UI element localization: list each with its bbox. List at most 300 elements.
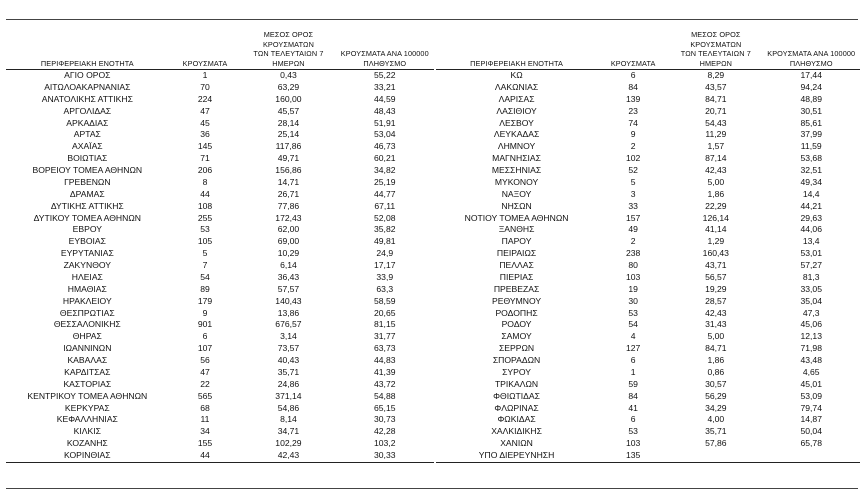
cases-cell: 6	[630, 70, 636, 80]
cases-cell: 6	[202, 331, 208, 342]
avg7-cell: 1,86	[707, 188, 725, 199]
table-row	[6, 118, 434, 130]
table-row	[6, 224, 434, 236]
region-cell: ΑΡΚΑΔΙΑΣ	[66, 117, 109, 128]
cases-cell: 89	[200, 283, 210, 294]
table-row	[436, 319, 860, 331]
table-row	[6, 189, 434, 201]
avg7-cell: 57,57	[277, 283, 300, 294]
avg7-cell: 20,71	[705, 105, 727, 116]
per100k-cell: 30,73	[374, 414, 396, 425]
cases-cell: 7	[202, 260, 208, 270]
table-row	[436, 272, 860, 284]
region-cell: ΑΓΙΟ ΟΡΟΣ	[64, 70, 111, 80]
region-cell: ΕΥΒΟΙΑΣ	[68, 236, 106, 247]
per100k-cell: 44,59	[374, 93, 396, 104]
per100k-cell: 33,21	[374, 81, 396, 92]
per100k-cell: 53,01	[800, 248, 822, 259]
per100k-cell: 81,15	[374, 319, 396, 330]
region-cell: ΦΛΩΡΙΝΑΣ	[494, 402, 539, 413]
per100k-cell: 63,73	[374, 343, 396, 354]
region-cell: ΡΟΔΟΥ	[501, 319, 532, 330]
table-row	[6, 391, 434, 403]
region-cell: ΑΙΤΩΛΟΑΚΑΡΝΑΝΙΑΣ	[44, 81, 131, 92]
per100k-cell: 33,05	[800, 283, 822, 294]
header-avg7: ΜΕΣΟΣ ΟΡΟΣ ΚΡΟΥΣΜΑΤΩΝ ΤΩΝ ΤΕΛΕΥΤΑΙΩΝ 7 ΗΜΕΡΩΝ	[241, 30, 335, 70]
cases-cell: 41	[628, 402, 638, 413]
top-rule	[6, 19, 858, 20]
region-cell: ΓΡΕΒΕΝΩΝ	[64, 176, 111, 187]
region-cell: ΛΕΣΒΟΥ	[499, 117, 534, 128]
per100k-cell: 85,61	[800, 117, 822, 128]
avg7-cell	[669, 450, 762, 462]
cases-cell: 2	[630, 236, 636, 247]
table-row	[6, 284, 434, 296]
table-row	[6, 236, 434, 248]
cases-cell: 127	[625, 343, 641, 354]
cases-cell: 47	[200, 105, 210, 116]
region-cell: ΑΝΑΤΟΛΙΚΗΣ ΑΤΤΙΚΗΣ	[41, 93, 133, 104]
per100k-cell: 44,21	[800, 200, 822, 211]
cases-cell: 238	[625, 248, 641, 259]
avg7-cell: 40,43	[277, 355, 300, 365]
avg7-cell: 24,86	[277, 378, 300, 389]
avg7-cell: 35,71	[277, 366, 300, 377]
region-cell: ΚΟΖΑΝΗΣ	[66, 438, 108, 449]
table-row	[436, 236, 860, 248]
region-cell: ΠΕΙΡΑΙΩΣ	[496, 248, 537, 259]
table-row	[6, 319, 434, 331]
avg7-cell: 11,29	[705, 129, 727, 140]
cases-cell: 9	[202, 307, 208, 318]
region-cell: ΡΕΘΥΜΝΟΥ	[492, 295, 542, 306]
avg7-cell: 0,86	[707, 366, 725, 377]
per100k-cell: 49,81	[374, 236, 396, 247]
avg7-cell: 77,86	[277, 200, 300, 211]
header-avg7: ΜΕΣΟΣ ΟΡΟΣ ΚΡΟΥΣΜΑΤΩΝ ΤΩΝ ΤΕΛΕΥΤΑΙΩΝ 7 ΗΜΕΡΩΝ	[669, 30, 762, 70]
region-cell: ΘΗΡΑΣ	[72, 331, 102, 342]
table-row	[436, 438, 860, 450]
per100k-cell: 45,01	[800, 378, 822, 389]
per100k-cell: 81,3	[802, 271, 820, 282]
table-row	[436, 153, 860, 165]
table-row	[436, 367, 860, 379]
region-cell: ΥΠΟ ΔΙΕΡΕΥΝΗΣΗ	[436, 450, 597, 462]
table-row	[6, 308, 434, 320]
region-cell: ΣΠΟΡΑΔΩΝ	[492, 355, 541, 365]
avg7-cell: 42,43	[705, 165, 727, 175]
avg7-cell: 73,57	[277, 343, 300, 354]
cases-cell: 53	[200, 224, 210, 235]
region-cell: ΑΡΤΑΣ	[73, 129, 101, 140]
per100k-cell: 24,9	[376, 248, 394, 259]
avg7-cell: 57,86	[705, 438, 727, 449]
cases-cell: 74	[628, 117, 638, 128]
cases-cell: 47	[200, 366, 210, 377]
cases-cell: 5	[202, 248, 208, 259]
cases-cell: 23	[628, 105, 638, 116]
table-row	[436, 70, 860, 82]
per100k-cell: 30,33	[336, 450, 434, 462]
per100k-cell: 20,65	[374, 307, 396, 318]
avg7-cell: 69,00	[277, 236, 300, 247]
table-row	[436, 391, 860, 403]
table-body-right	[436, 70, 860, 463]
region-cell: ΣΑΜΟΥ	[501, 331, 532, 342]
cases-cell: 157	[625, 212, 641, 223]
cases-cell: 255	[197, 212, 213, 223]
left-table-panel	[6, 30, 434, 463]
cases-cell: 52	[628, 165, 638, 175]
per100k-cell: 14,87	[800, 414, 822, 425]
cases-cell: 206	[197, 165, 213, 175]
table-row	[436, 284, 860, 296]
table-row	[6, 129, 434, 141]
table-row	[436, 177, 860, 189]
table-row	[6, 367, 434, 379]
avg7-cell: 1,57	[707, 141, 725, 152]
avg7-cell: 160,00	[275, 93, 302, 104]
avg7-cell: 26,71	[277, 188, 300, 199]
avg7-cell: 25,14	[277, 129, 300, 140]
region-cell: ΙΩΑΝΝΙΝΩΝ	[63, 343, 112, 354]
region-cell: ΠΑΡΟΥ	[501, 236, 532, 247]
avg7-cell: 5,00	[707, 176, 725, 187]
avg7-cell: 62,00	[277, 224, 300, 235]
avg7-cell: 84,71	[705, 93, 727, 104]
cases-cell: 8	[202, 176, 208, 187]
cases-cell: 3	[630, 188, 636, 199]
avg7-cell: 126,14	[702, 212, 729, 223]
region-cell: ΒΟΡΕΙΟΥ ΤΟΜΕΑ ΑΘΗΝΩΝ	[32, 165, 143, 175]
per100k-cell: 53,68	[800, 153, 822, 164]
table-row	[6, 70, 434, 82]
per100k-cell: 42,28	[374, 426, 396, 437]
per100k-cell: 79,74	[800, 402, 822, 413]
per100k-cell: 55,22	[374, 70, 396, 80]
region-cell: ΚΕΝΤΡΙΚΟΥ ΤΟΜΕΑ ΑΘΗΝΩΝ	[27, 390, 148, 401]
avg7-cell: 36,43	[277, 271, 300, 282]
cases-cell: 145	[197, 141, 213, 152]
avg7-cell: 117,86	[275, 141, 302, 152]
cases-cell: 179	[197, 295, 213, 306]
table-row	[436, 141, 860, 153]
cases-cell: 139	[625, 93, 641, 104]
cases-cell: 135	[597, 450, 669, 462]
avg7-cell: 8,29	[707, 70, 725, 80]
per100k-cell: 33,9	[376, 271, 394, 282]
table-header-row	[436, 30, 860, 70]
cases-cell: 105	[197, 236, 213, 247]
region-cell: ΤΡΙΚΑΛΩΝ	[494, 378, 539, 389]
region-cell: ΛΕΥΚΑΔΑΣ	[493, 129, 540, 140]
per100k-cell: 58,59	[374, 295, 396, 306]
region-cell: ΚΙΛΚΙΣ	[73, 426, 101, 437]
region-cell: ΚΕΦΑΛΛΗΝΙΑΣ	[56, 414, 118, 425]
avg7-cell: 160,43	[702, 248, 729, 259]
cases-cell: 102	[625, 153, 641, 164]
per100k-cell: 13,4	[802, 236, 820, 247]
table-row	[436, 403, 860, 415]
right-table-panel	[436, 30, 860, 463]
region-cell: ΜΥΚΟΝΟΥ	[494, 176, 539, 187]
region-cell: ΖΑΚΥΝΘΟΥ	[63, 260, 112, 270]
avg7-cell: 676,57	[275, 319, 302, 330]
per100k-cell: 53,09	[800, 390, 822, 401]
avg7-cell: 14,71	[277, 176, 300, 187]
table-row	[436, 414, 860, 426]
avg7-cell: 22,29	[705, 200, 727, 211]
cases-cell: 54	[628, 319, 638, 330]
per100k-cell: 11,59	[800, 141, 822, 152]
cases-cell: 6	[630, 355, 636, 365]
table-body-left	[6, 70, 434, 463]
avg7-cell: 49,71	[277, 153, 300, 164]
avg7-cell: 35,71	[705, 426, 727, 437]
cases-cell: 103	[625, 438, 641, 449]
table-row	[436, 165, 860, 177]
avg7-cell: 87,14	[705, 153, 727, 164]
region-cell: ΝΑΞΟΥ	[501, 188, 532, 199]
region-cell: ΝΗΣΩΝ	[501, 200, 532, 211]
avg7-cell: 1,86	[707, 355, 725, 365]
avg7-cell: 34,71	[277, 426, 300, 437]
cases-cell: 49	[628, 224, 638, 235]
table-row	[6, 153, 434, 165]
region-cell: ΔΥΤΙΚΟΥ ΤΟΜΕΑ ΑΘΗΝΩΝ	[33, 212, 141, 223]
table-row	[6, 379, 434, 391]
region-cell: ΒΟΙΩΤΙΑΣ	[67, 153, 108, 164]
table-row	[6, 272, 434, 284]
cases-table-left	[6, 30, 434, 463]
table-row	[6, 248, 434, 260]
table-row	[436, 82, 860, 94]
cases-cell: 901	[197, 319, 213, 330]
region-cell: ΠΙΕΡΙΑΣ	[499, 271, 534, 282]
avg7-cell: 30,57	[705, 378, 727, 389]
avg7-cell: 13,86	[277, 307, 300, 318]
region-cell: ΦΘΙΩΤΙΔΑΣ	[493, 390, 540, 401]
cases-cell: 84	[628, 390, 638, 401]
region-cell: ΗΡΑΚΛΕΙΟΥ	[62, 295, 112, 306]
avg7-cell: 54,86	[277, 402, 300, 413]
per100k-cell: 41,39	[374, 366, 396, 377]
bottom-rule	[6, 488, 858, 489]
avg7-cell: 42,43	[705, 307, 727, 318]
table-row	[436, 426, 860, 438]
per100k-cell: 54,88	[374, 390, 396, 401]
per100k-cell: 50,04	[800, 426, 822, 437]
region-cell: ΣΕΡΡΩΝ	[498, 343, 535, 354]
avg7-cell: 28,57	[705, 295, 727, 306]
table-row	[6, 201, 434, 213]
per100k-cell: 31,77	[374, 331, 396, 342]
per100k-cell: 4,65	[802, 366, 820, 377]
cases-cell: 70	[200, 81, 210, 92]
region-cell: ΘΕΣΠΡΩΤΙΑΣ	[59, 307, 115, 318]
region-cell: ΛΑΡΙΣΑΣ	[498, 93, 535, 104]
cases-cell: 155	[197, 438, 213, 449]
table-row	[6, 450, 434, 462]
avg7-cell: 156,86	[275, 165, 302, 175]
cases-cell: 33	[628, 200, 638, 211]
cases-cell: 2	[630, 141, 636, 152]
cases-cell: 34	[200, 426, 210, 437]
per100k-cell: 51,91	[374, 117, 396, 128]
per100k-cell: 71,98	[800, 343, 822, 354]
table-row	[6, 355, 434, 367]
per100k-cell: 53,04	[374, 129, 396, 140]
cases-cell: 59	[628, 378, 638, 389]
cases-table-right	[436, 30, 860, 463]
table-row	[436, 213, 860, 225]
per100k-cell: 37,99	[800, 129, 822, 140]
table-row	[436, 296, 860, 308]
table-row	[436, 106, 860, 118]
avg7-cell: 63,29	[277, 81, 300, 92]
avg7-cell: 19,29	[705, 283, 727, 294]
avg7-cell: 43,57	[705, 81, 727, 92]
avg7-cell: 8,14	[280, 414, 297, 425]
cases-cell: 84	[628, 81, 638, 92]
cases-cell: 565	[197, 390, 213, 401]
avg7-cell: 28,14	[277, 117, 300, 128]
per100k-cell: 57,27	[800, 260, 822, 270]
region-cell: ΘΕΣΣΑΛΟΝΙΚΗΣ	[53, 319, 121, 330]
per100k-cell: 44,06	[800, 224, 822, 235]
avg7-cell: 31,43	[705, 319, 727, 330]
avg7-cell: 1,29	[707, 236, 725, 247]
table-row	[6, 165, 434, 177]
table-row	[436, 248, 860, 260]
header-per100k: ΚΡΟΥΣΜΑΤΑ ΑΝΑ 100000 ΠΛΗΘΥΣΜΟ	[336, 30, 434, 70]
table-row	[6, 296, 434, 308]
region-cell: ΔΡΑΜΑΣ	[69, 188, 105, 199]
per100k-cell: 35,04	[800, 295, 822, 306]
table-row	[436, 308, 860, 320]
header-cases: ΚΡΟΥΣΜΑΤΑ	[169, 30, 242, 70]
per100k-cell: 44,83	[374, 355, 396, 365]
per100k-cell: 17,17	[374, 260, 396, 270]
region-cell: ΔΥΤΙΚΗΣ ΑΤΤΙΚΗΣ	[50, 200, 124, 211]
per100k-cell: 43,48	[800, 355, 822, 365]
table-row	[6, 403, 434, 415]
avg7-cell: 172,43	[275, 212, 302, 223]
cases-cell: 224	[197, 93, 213, 104]
avg7-cell: 45,57	[277, 105, 300, 116]
cases-cell: 53	[628, 426, 638, 437]
per100k-cell: 47,3	[802, 307, 820, 318]
header-region: ΠΕΡΙΦΕΡΕΙΑΚΗ ΕΝΟΤΗΤΑ	[436, 30, 597, 70]
table-row	[436, 201, 860, 213]
region-cell: ΛΗΜΝΟΥ	[497, 141, 536, 152]
table-row	[436, 118, 860, 130]
cases-cell: 9	[630, 129, 636, 140]
per100k-cell: 46,73	[374, 141, 396, 152]
cases-cell: 44	[200, 188, 210, 199]
avg7-cell: 41,14	[705, 224, 727, 235]
per100k-cell: 32,51	[800, 165, 822, 175]
region-cell: ΞΑΝΘΗΣ	[498, 224, 535, 235]
table-header-row	[6, 30, 434, 70]
region-cell: ΚΑΒΑΛΑΣ	[67, 355, 108, 365]
per100k-cell: 63,3	[376, 283, 394, 294]
per100k-cell: 65,78	[800, 438, 822, 449]
per100k-cell: 52,08	[374, 212, 396, 223]
region-cell: ΕΒΡΟΥ	[72, 224, 102, 235]
table-row	[6, 331, 434, 343]
avg7-cell: 84,71	[705, 343, 727, 354]
table-row	[436, 224, 860, 236]
per100k-cell: 67,11	[374, 200, 396, 211]
per100k-cell: 17,44	[800, 70, 822, 80]
region-cell: ΝΟΤΙΟΥ ΤΟΜΕΑ ΑΘΗΝΩΝ	[464, 212, 569, 223]
per100k-cell: 103,2	[374, 438, 396, 449]
avg7-cell: 34,29	[705, 402, 727, 413]
region-cell: ΗΜΑΘΙΑΣ	[67, 283, 107, 294]
region-cell: ΚΕΡΚΥΡΑΣ	[64, 402, 110, 413]
per100k-cell: 25,19	[374, 176, 396, 187]
table-row	[6, 213, 434, 225]
per100k-cell: 45,06	[800, 319, 822, 330]
per100k-cell: 12,13	[800, 331, 822, 342]
region-cell: ΗΛΕΙΑΣ	[71, 271, 103, 282]
cases-cell: 54	[200, 271, 210, 282]
table-row	[436, 189, 860, 201]
region-cell: ΛΑΚΩΝΙΑΣ	[494, 81, 539, 92]
cases-cell: 22	[200, 378, 210, 389]
cases-cell: 1	[202, 70, 208, 80]
per100k-cell: 29,63	[800, 212, 822, 223]
per100k-cell: 48,89	[800, 93, 822, 104]
table-row	[436, 94, 860, 106]
avg7-cell: 0,43	[280, 70, 297, 80]
region-cell: ΠΡΕΒΕΖΑΣ	[493, 283, 540, 294]
region-cell: ΕΥΡΥΤΑΝΙΑΣ	[60, 248, 114, 259]
region-cell: ΜΑΓΝΗΣΙΑΣ	[492, 153, 541, 164]
table-row	[6, 106, 434, 118]
avg7-cell: 5,00	[707, 331, 725, 342]
region-cell: ΜΕΣΣΗΝΙΑΣ	[491, 165, 542, 175]
region-cell: ΛΑΣΙΘΙΟΥ	[496, 105, 537, 116]
region-cell: ΚΩ	[510, 70, 523, 80]
table-row	[6, 94, 434, 106]
per100k-cell	[762, 450, 860, 462]
cases-cell: 44	[169, 450, 242, 462]
table-row	[436, 355, 860, 367]
region-cell: ΚΑΡΔΙΤΣΑΣ	[64, 366, 111, 377]
per100k-cell: 35,82	[374, 224, 396, 235]
cases-cell: 45	[200, 117, 210, 128]
table-row	[6, 177, 434, 189]
per100k-cell: 49,34	[800, 176, 822, 187]
region-cell: ΦΩΚΙΔΑΣ	[497, 414, 536, 425]
header-cases: ΚΡΟΥΣΜΑΤΑ	[597, 30, 669, 70]
avg7-cell: 56,57	[705, 271, 727, 282]
table-row	[436, 450, 860, 462]
cases-cell: 56	[200, 355, 210, 365]
avg7-cell: 371,14	[275, 390, 302, 401]
avg7-cell: 10,29	[277, 248, 300, 259]
cases-cell: 19	[628, 283, 638, 294]
table-row	[436, 260, 860, 272]
cases-cell: 80	[628, 260, 638, 270]
region-cell: ΧΑΝΙΩΝ	[500, 438, 533, 449]
cases-cell: 103	[625, 271, 641, 282]
cases-cell: 36	[200, 129, 210, 140]
cases-cell: 53	[628, 307, 638, 318]
table-row	[6, 141, 434, 153]
